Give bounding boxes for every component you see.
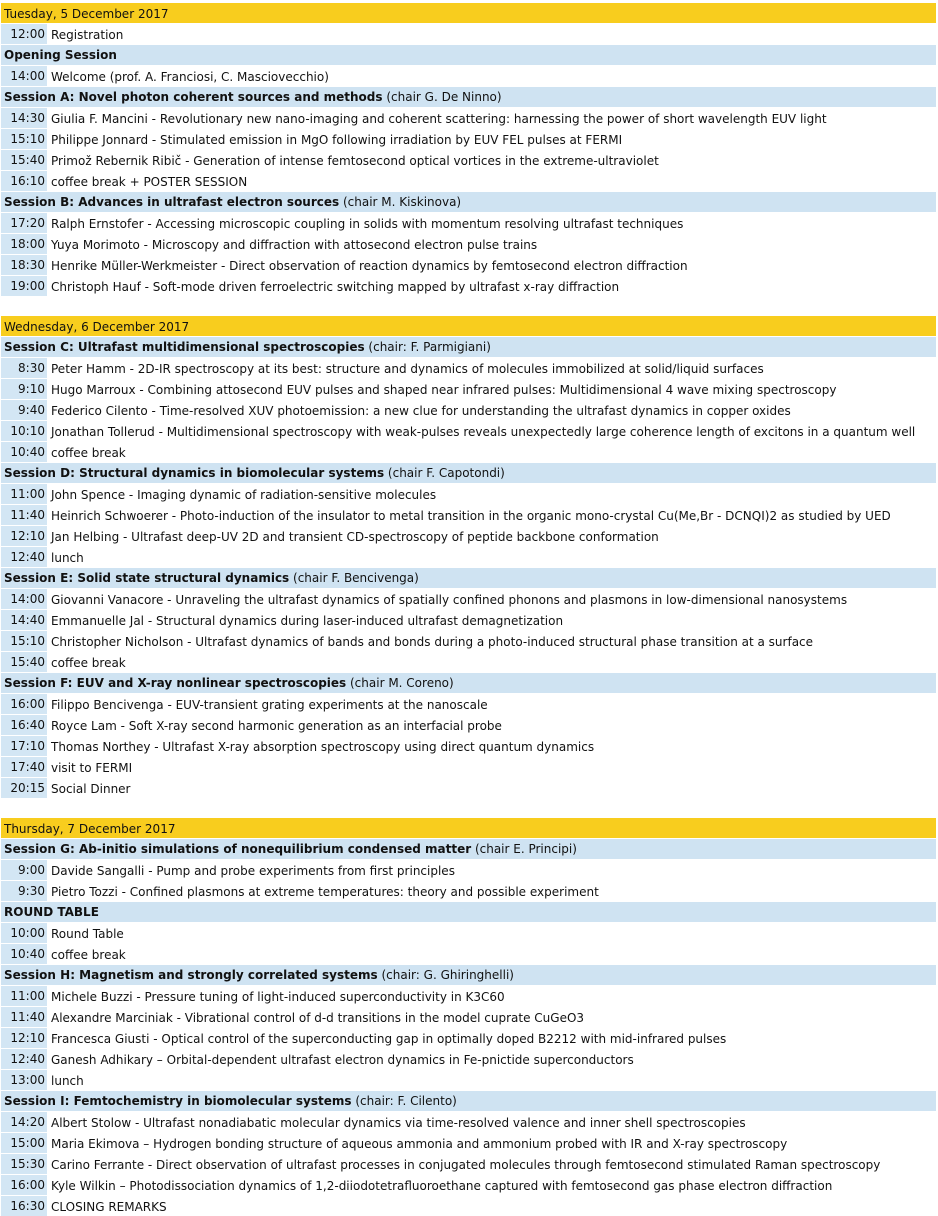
session-chair: (chair F. Bencivenga) bbox=[289, 571, 419, 585]
time-cell: 15:40 bbox=[1, 652, 47, 672]
session-title: Session C: Ultrafast multidimensional spectroscopies bbox=[4, 340, 365, 354]
day-header: Tuesday, 5 December 2017 bbox=[1, 3, 936, 23]
schedule-row bbox=[1, 358, 936, 378]
talk-title: Michele Buzzi - Pressure tuning of light-induced superconductivity in K3C60 bbox=[47, 986, 936, 1006]
session-title: Session B: Advances in ultrafast electron sources bbox=[4, 195, 340, 209]
time-cell: 16:00 bbox=[1, 694, 47, 714]
session-title: Session G: Ab-initio simulations of nonequilibrium condensed matter bbox=[4, 842, 472, 856]
session-chair: (chair E. Principi) bbox=[471, 842, 577, 856]
time-cell: 14:40 bbox=[1, 610, 47, 630]
session-header bbox=[1, 87, 936, 107]
schedule-row bbox=[1, 652, 936, 672]
talk-title: Filippo Bencivenga - EUV-transient grating experiments at the nanoscale bbox=[47, 694, 936, 714]
talk-title: Ganesh Adhikary – Orbital-dependent ultrafast electron dynamics in Fe-pnictide superconductors bbox=[47, 1049, 936, 1069]
talk-title: Christoph Hauf - Soft-mode driven ferroelectric switching mapped by ultrafast x-ray diffraction bbox=[47, 276, 936, 296]
session-title: Session A: Novel photon coherent sources and methods bbox=[4, 90, 383, 104]
talk-title: Thomas Northey - Ultrafast X-ray absorption spectroscopy using direct quantum dynamics bbox=[47, 736, 936, 756]
day-header: Thursday, 7 December 2017 bbox=[1, 818, 936, 838]
time-cell: 16:30 bbox=[1, 1196, 47, 1216]
talk-title: coffee break bbox=[47, 944, 936, 964]
talk-title: lunch bbox=[47, 1070, 936, 1090]
time-cell: 19:00 bbox=[1, 276, 47, 296]
schedule-row bbox=[1, 1070, 936, 1090]
time-cell: 12:00 bbox=[1, 24, 47, 44]
schedule-row bbox=[1, 213, 936, 233]
session-header bbox=[1, 1091, 936, 1111]
time-cell: 12:10 bbox=[1, 1028, 47, 1048]
schedule-row bbox=[1, 400, 936, 420]
time-cell: 18:00 bbox=[1, 234, 47, 254]
schedule-row bbox=[1, 715, 936, 735]
time-cell: 9:40 bbox=[1, 400, 47, 420]
talk-title: Ralph Ernstofer - Accessing microscopic coupling in solids with momentum resolving ultrafast techniques bbox=[47, 213, 936, 233]
schedule-row bbox=[1, 171, 936, 191]
talk-title: Jan Helbing - Ultrafast deep-UV 2D and transient CD-spectroscopy of peptide backbone conformation bbox=[47, 526, 936, 546]
conference-program bbox=[1, 3, 936, 1216]
session-chair: (chair F. Capotondi) bbox=[384, 466, 505, 480]
talk-title: coffee break + POSTER SESSION bbox=[47, 171, 936, 191]
session-title: Session D: Structural dynamics in biomolecular systems bbox=[4, 466, 385, 480]
time-cell: 10:40 bbox=[1, 944, 47, 964]
schedule-row bbox=[1, 129, 936, 149]
time-cell: 16:10 bbox=[1, 171, 47, 191]
schedule-row bbox=[1, 421, 936, 441]
talk-title: Philippe Jonnard - Stimulated emission in MgO following irradiation by EUV FEL pulses at FERMI bbox=[47, 129, 936, 149]
session-chair: (chair M. Kiskinova) bbox=[339, 195, 462, 209]
talk-title: John Spence - Imaging dynamic of radiation-sensitive molecules bbox=[47, 484, 936, 504]
talk-title: Federico Cilento - Time-resolved XUV photoemission: a new clue for understanding the ultrafast dynamics in copper oxides bbox=[47, 400, 936, 420]
talk-title: Royce Lam - Soft X-ray second harmonic generation as an interfacial probe bbox=[47, 715, 936, 735]
time-cell: 11:00 bbox=[1, 484, 47, 504]
session-chair: (chair G. De Ninno) bbox=[382, 90, 502, 104]
session-title: Session E: Solid state structural dynamics bbox=[4, 571, 290, 585]
talk-title: Registration bbox=[47, 24, 936, 44]
time-cell: 12:40 bbox=[1, 1049, 47, 1069]
session-header bbox=[1, 192, 936, 212]
session-title: Opening Session bbox=[4, 48, 117, 62]
schedule-row bbox=[1, 589, 936, 609]
time-cell: 10:00 bbox=[1, 923, 47, 943]
talk-title: Christopher Nicholson - Ultrafast dynamics of bands and bonds during a photo-induced structural phase transition at a surface bbox=[47, 631, 936, 651]
time-cell: 12:40 bbox=[1, 547, 47, 567]
talk-title: CLOSING REMARKS bbox=[47, 1196, 936, 1216]
schedule-row bbox=[1, 442, 936, 462]
schedule-row bbox=[1, 1112, 936, 1132]
schedule-row bbox=[1, 736, 936, 756]
session-chair: (chair: F. Cilento) bbox=[351, 1094, 457, 1108]
schedule-row bbox=[1, 1028, 936, 1048]
schedule-row bbox=[1, 1154, 936, 1174]
session-header bbox=[1, 902, 936, 922]
schedule-row bbox=[1, 234, 936, 254]
time-cell: 15:10 bbox=[1, 631, 47, 651]
time-cell: 14:30 bbox=[1, 108, 47, 128]
day-spacer bbox=[1, 296, 936, 316]
session-title: Session I: Femtochemistry in biomolecular systems bbox=[4, 1094, 352, 1108]
talk-title: Alexandre Marciniak - Vibrational control of d-d transitions in the model cuprate CuGeO3 bbox=[47, 1007, 936, 1027]
schedule-row bbox=[1, 986, 936, 1006]
schedule-row bbox=[1, 255, 936, 275]
time-cell: 15:30 bbox=[1, 1154, 47, 1174]
talk-title: Carino Ferrante - Direct observation of ultrafast processes in conjugated molecules through femtosecond stimulated Raman spectroscopy bbox=[47, 1154, 936, 1174]
time-cell: 9:10 bbox=[1, 379, 47, 399]
talk-title: Maria Ekimova – Hydrogen bonding structure of aqueous ammonia and ammonium probed with IR and X-ray spectroscopy bbox=[47, 1133, 936, 1153]
schedule-row bbox=[1, 108, 936, 128]
talk-title: Welcome (prof. A. Franciosi, C. Masciovecchio) bbox=[47, 66, 936, 86]
talk-title: lunch bbox=[47, 547, 936, 567]
time-cell: 8:30 bbox=[1, 358, 47, 378]
talk-title: Giovanni Vanacore - Unraveling the ultrafast dynamics of spatially confined phonons and plasmons in low-dimensional nanosystems bbox=[47, 589, 936, 609]
talk-title: Pietro Tozzi - Confined plasmons at extreme temperatures: theory and possible experiment bbox=[47, 881, 936, 901]
talk-title: visit to FERMI bbox=[47, 757, 936, 777]
time-cell: 14:00 bbox=[1, 66, 47, 86]
time-cell: 11:40 bbox=[1, 505, 47, 525]
schedule-row bbox=[1, 778, 936, 798]
session-header bbox=[1, 965, 936, 985]
schedule-row bbox=[1, 547, 936, 567]
talk-title: Yuya Morimoto - Microscopy and diffraction with attosecond electron pulse trains bbox=[47, 234, 936, 254]
talk-title: coffee break bbox=[47, 652, 936, 672]
session-header bbox=[1, 45, 936, 65]
time-cell: 11:40 bbox=[1, 1007, 47, 1027]
time-cell: 14:20 bbox=[1, 1112, 47, 1132]
schedule-row bbox=[1, 24, 936, 44]
talk-title: Social Dinner bbox=[47, 778, 936, 798]
schedule-row bbox=[1, 923, 936, 943]
talk-title: Emmanuelle Jal - Structural dynamics during laser-induced ultrafast demagnetization bbox=[47, 610, 936, 630]
talk-title: Heinrich Schwoerer - Photo-induction of the insulator to metal transition in the organic mono-crystal Cu(Me,Br - DCNQI)2 as studied by UED bbox=[47, 505, 936, 525]
schedule-row bbox=[1, 505, 936, 525]
schedule-row bbox=[1, 379, 936, 399]
time-cell: 16:40 bbox=[1, 715, 47, 735]
schedule-row bbox=[1, 66, 936, 86]
schedule-row bbox=[1, 1049, 936, 1069]
session-title: Session F: EUV and X-ray nonlinear spectroscopies bbox=[4, 676, 347, 690]
schedule-row bbox=[1, 1007, 936, 1027]
talk-title: Primož Rebernik Ribič - Generation of intense femtosecond optical vortices in the extreme-ultraviolet bbox=[47, 150, 936, 170]
time-cell: 15:40 bbox=[1, 150, 47, 170]
day-header: Wednesday, 6 December 2017 bbox=[1, 316, 936, 336]
talk-title: Giulia F. Mancini - Revolutionary new nano-imaging and coherent scattering: harnessing the power of short wavelength EUV light bbox=[47, 108, 936, 128]
talk-title: Henrike Müller-Werkmeister - Direct observation of reaction dynamics by femtosecond electron diffraction bbox=[47, 255, 936, 275]
schedule-row bbox=[1, 944, 936, 964]
time-cell: 15:10 bbox=[1, 129, 47, 149]
talk-title: Round Table bbox=[47, 923, 936, 943]
session-header bbox=[1, 673, 936, 693]
schedule-row bbox=[1, 526, 936, 546]
talk-title: Albert Stolow - Ultrafast nonadiabatic molecular dynamics via time-resolved valence and inner shell spectroscopies bbox=[47, 1112, 936, 1132]
session-header bbox=[1, 337, 936, 357]
session-header bbox=[1, 568, 936, 588]
schedule-row bbox=[1, 150, 936, 170]
talk-title: Jonathan Tollerud - Multidimensional spectroscopy with weak-pulses reveals unexpectedly large coherence length of excitons in a quantum well bbox=[47, 421, 936, 441]
time-cell: 17:20 bbox=[1, 213, 47, 233]
talk-title: coffee break bbox=[47, 442, 936, 462]
schedule-row bbox=[1, 1133, 936, 1153]
schedule-row bbox=[1, 860, 936, 880]
talk-title: Peter Hamm - 2D-IR spectroscopy at its best: structure and dynamics of molecules immobilized at solid/liquid surfaces bbox=[47, 358, 936, 378]
schedule-row bbox=[1, 881, 936, 901]
session-header bbox=[1, 463, 936, 483]
time-cell: 15:00 bbox=[1, 1133, 47, 1153]
time-cell: 11:00 bbox=[1, 986, 47, 1006]
session-chair: (chair: G. Ghiringhelli) bbox=[377, 968, 514, 982]
session-header bbox=[1, 839, 936, 859]
time-cell: 9:30 bbox=[1, 881, 47, 901]
session-title: ROUND TABLE bbox=[4, 905, 99, 919]
time-cell: 17:10 bbox=[1, 736, 47, 756]
time-cell: 10:40 bbox=[1, 442, 47, 462]
schedule-row bbox=[1, 610, 936, 630]
session-chair: (chair: F. Parmigiani) bbox=[364, 340, 491, 354]
schedule-row bbox=[1, 1196, 936, 1216]
time-cell: 17:40 bbox=[1, 757, 47, 777]
time-cell: 13:00 bbox=[1, 1070, 47, 1090]
talk-title: Francesca Giusti - Optical control of the superconducting gap in optimally doped B2212 with mid-infrared pulses bbox=[47, 1028, 936, 1048]
schedule-row bbox=[1, 484, 936, 504]
schedule-row bbox=[1, 631, 936, 651]
schedule-row bbox=[1, 276, 936, 296]
time-cell: 10:10 bbox=[1, 421, 47, 441]
session-chair: (chair M. Coreno) bbox=[346, 676, 454, 690]
talk-title: Davide Sangalli - Pump and probe experiments from first principles bbox=[47, 860, 936, 880]
time-cell: 16:00 bbox=[1, 1175, 47, 1195]
time-cell: 9:00 bbox=[1, 860, 47, 880]
time-cell: 18:30 bbox=[1, 255, 47, 275]
schedule-row bbox=[1, 1175, 936, 1195]
session-title: Session H: Magnetism and strongly correlated systems bbox=[4, 968, 378, 982]
talk-title: Kyle Wilkin – Photodissociation dynamics of 1,2-diiodotetrafluoroethane captured with femtosecond gas phase electron diffraction bbox=[47, 1175, 936, 1195]
schedule-row bbox=[1, 757, 936, 777]
day-spacer bbox=[1, 798, 936, 818]
schedule-row bbox=[1, 694, 936, 714]
talk-title: Hugo Marroux - Combining attosecond EUV pulses and shaped near infrared pulses: Multidimensional 4 wave mixing spectroscopy bbox=[47, 379, 936, 399]
time-cell: 12:10 bbox=[1, 526, 47, 546]
time-cell: 14:00 bbox=[1, 589, 47, 609]
time-cell: 20:15 bbox=[1, 778, 47, 798]
